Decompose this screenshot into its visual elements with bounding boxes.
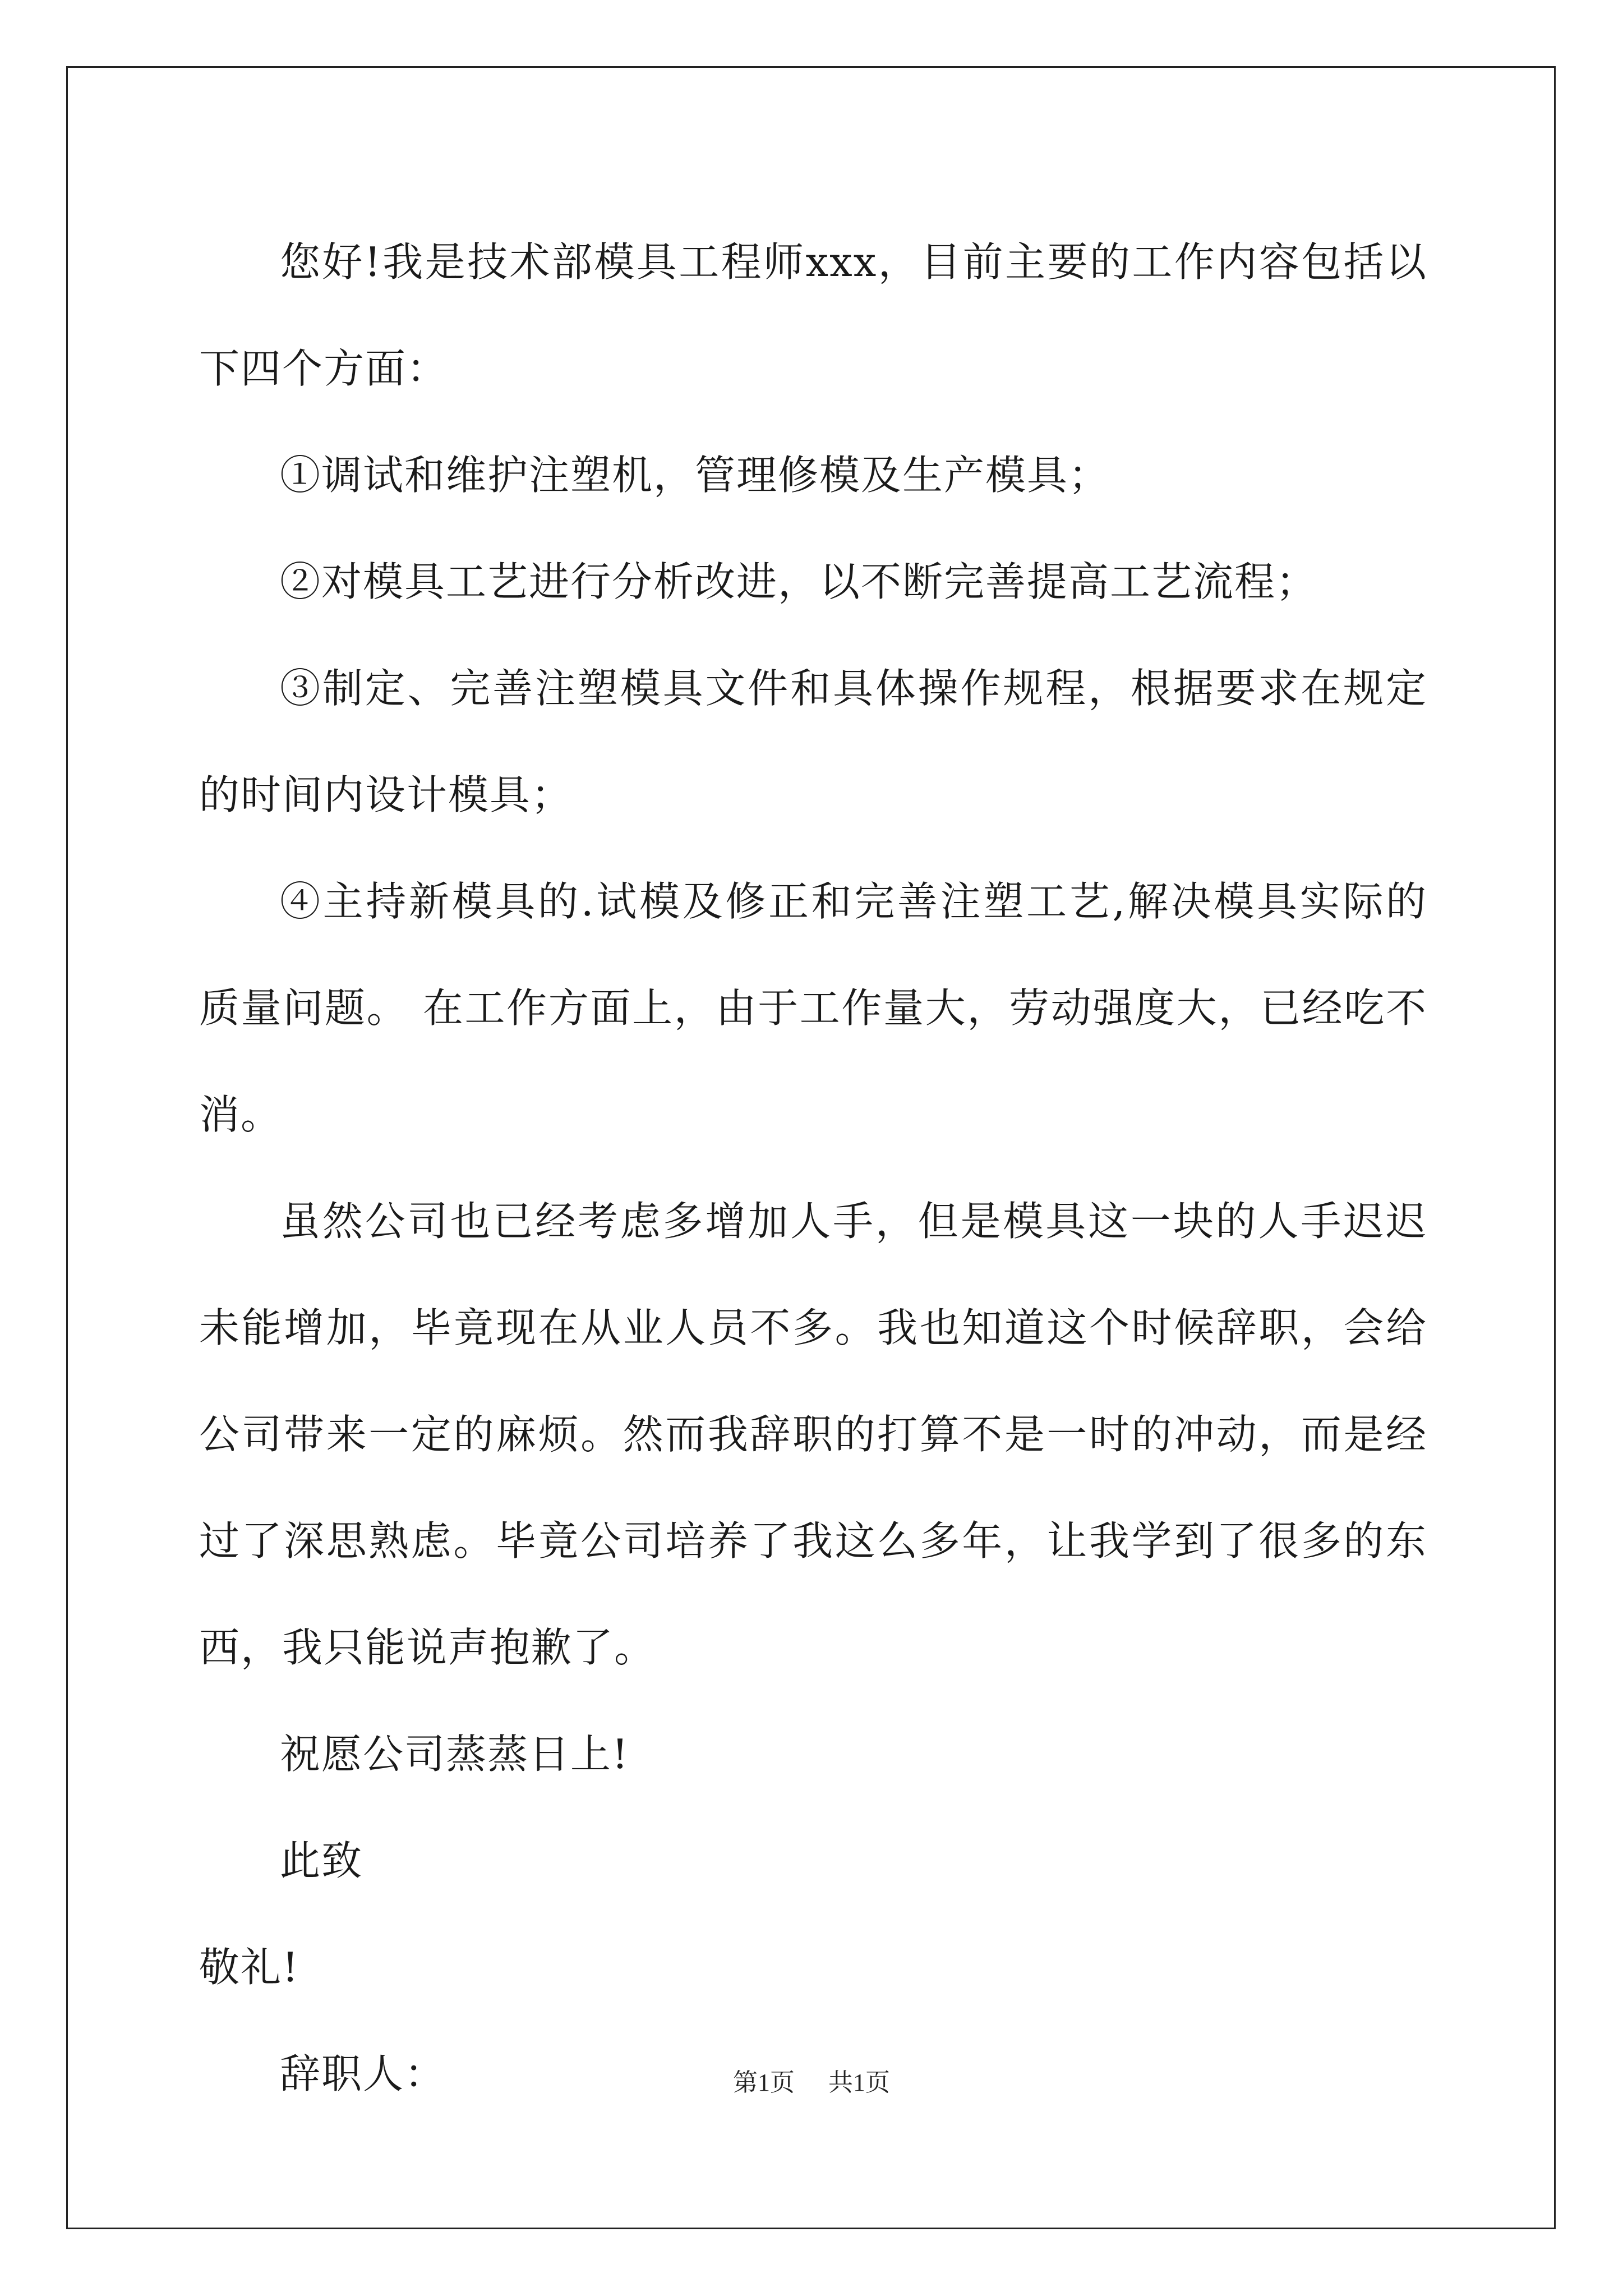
page-number-current: 第1页 [733,2069,795,2096]
letter-body [199,209,1427,2127]
paragraph-reason: 虽然公司也已经考虑多增加人手，但是模具这一块的人手迟迟未能增加，毕竟现在从业人员不多。我也知道这个时候辞职，会给公司带来一定的麻烦。然而我辞职的打算不是一时的冲动，而是经过了深思熟虑。毕竟公司培养了我这么多年，让我学到了很多的东西，我只能说声抱歉了。 [199,1198,1427,1671]
paragraph-duty-2: ②对模具工艺进行分析改进，以不断完善提高工艺流程； [280,558,1318,605]
signature-line: 辞职人： [280,2050,446,2097]
paragraph-wishes: 祝愿公司蒸蒸日上! [280,1731,629,1778]
closing-regards: 敬礼! [199,1944,299,1991]
paragraph-duty-1: ①调试和维护注塑机，管理修模及生产模具； [280,452,1110,499]
paragraph-duty-3: ③制定、完善注塑模具文件和具体操作规程，根据要求在规定的时间内设计模具； [199,665,1427,818]
page-number-total: 共1页 [828,2069,890,2096]
page-footer [0,2066,1623,2100]
closing-salutation: 此致 [280,1837,363,1884]
paragraph-duty-4: ④主持新模具的.试模及修正和完善注塑工艺,解决模具实际的质量问题。 在工作方面上，由于工作量大，劳动强度大，已经吃不消。 [199,878,1427,1138]
paragraph-greeting: 您好!我是技术部模具工程师xxx，目前主要的工作内容包括以下四个方面： [199,238,1427,392]
